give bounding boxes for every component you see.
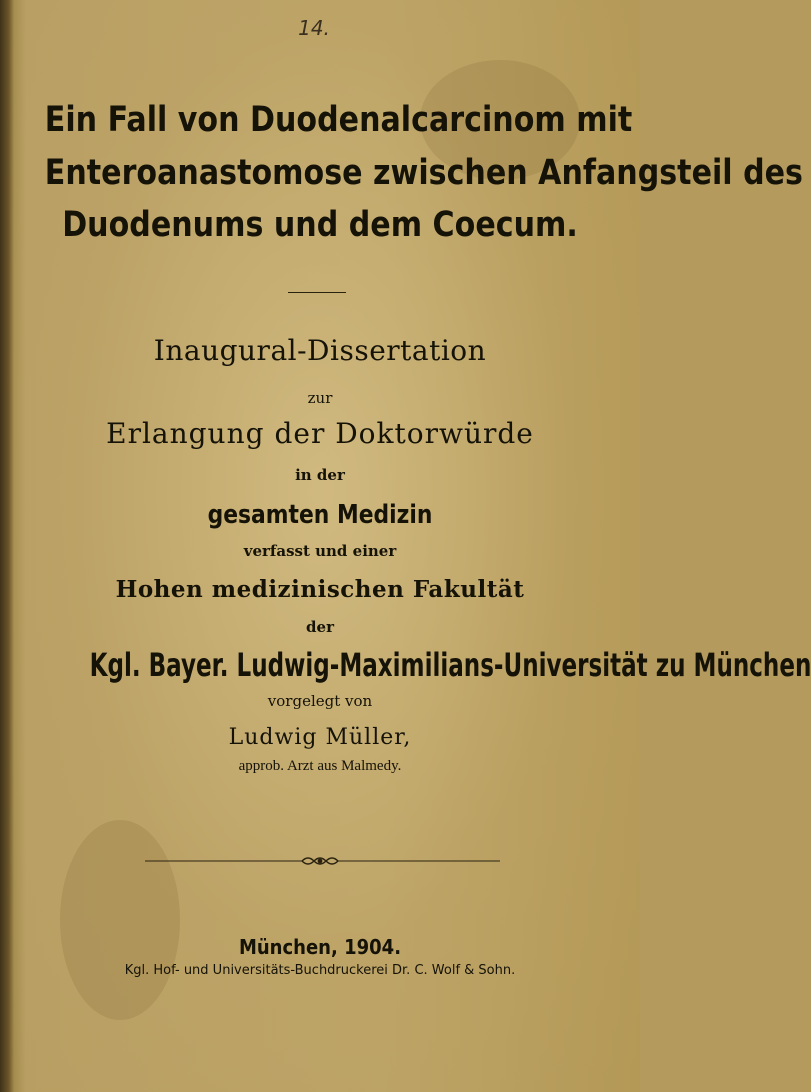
title-divider	[288, 292, 346, 293]
author-detail: approb. Arzt aus Malmedy.	[238, 758, 402, 774]
title-line-3: Duodenums und dem Coecum.	[62, 205, 578, 245]
field-text: gesamten Medizin	[207, 500, 433, 530]
purpose-text: Erlangung der Doktorwürde	[106, 417, 534, 450]
printer-imprint: Kgl. Hof- und Universitäts-Buchdruckerei Dr. C. Wolf & Sohn.	[124, 963, 516, 978]
in-der-text: in der	[295, 466, 345, 484]
author-name: Ludwig Müller,	[228, 725, 412, 750]
title-line-1: Ein Fall von Duodenalcarcinom mit	[44, 100, 633, 140]
faculty-text: Hohen medizinischen Fakultät	[115, 576, 525, 603]
university-name: Kgl. Bayer. Ludwig-Maximilians-Universität zu München	[89, 646, 811, 684]
place-year: München, 1904.	[238, 935, 402, 959]
vorgelegt-text: vorgelegt von	[267, 692, 373, 710]
paper-stain	[60, 820, 180, 1020]
verfasst-text: verfasst und einer	[243, 542, 397, 560]
zur-text: zur	[307, 389, 333, 407]
der-text: der	[306, 618, 334, 636]
ornamental-rule	[0, 855, 640, 867]
page-marker: 14.	[298, 16, 330, 40]
dissertation-label: Inaugural-Dissertation	[153, 334, 487, 367]
title-line-2: Enteroanastomose zwischen Anfangsteil des	[44, 153, 803, 193]
